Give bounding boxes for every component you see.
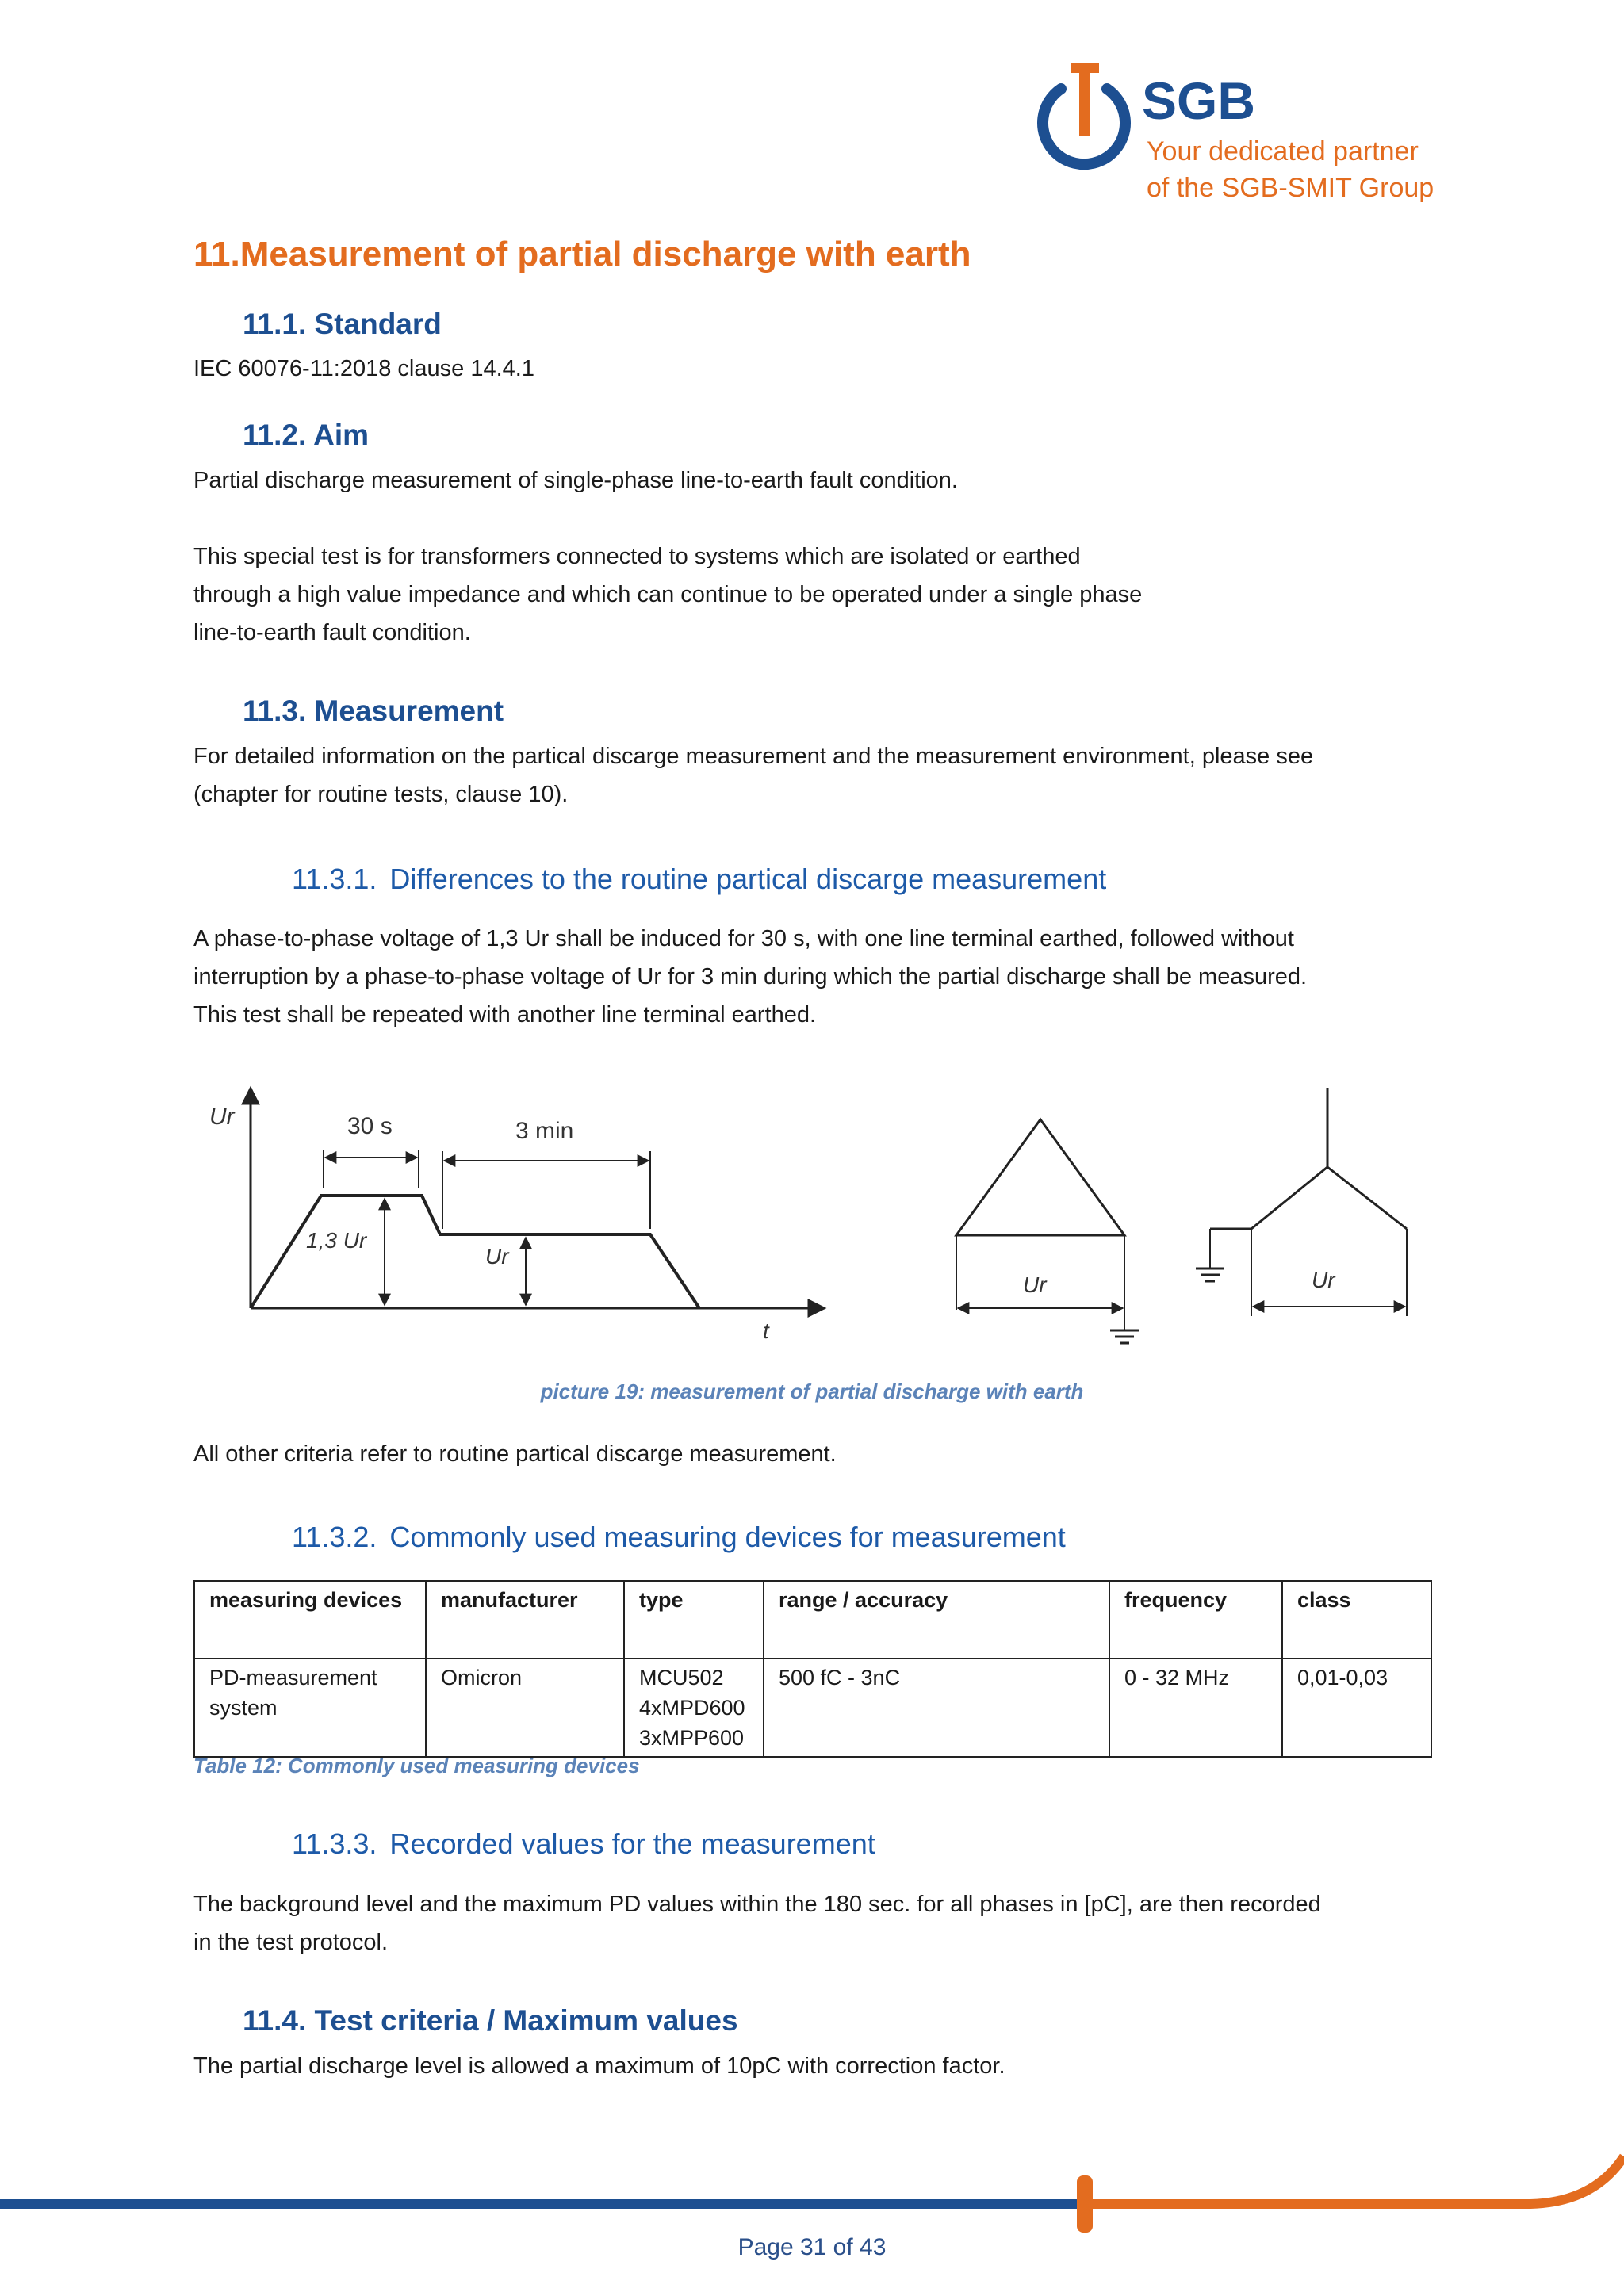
recorded-heading bbox=[292, 1827, 875, 1861]
measurement-line-2: (chapter for routine tests, clause 10). bbox=[193, 782, 569, 807]
recorded-line-2: in the test protocol. bbox=[193, 1930, 389, 1955]
differences-line-1: A phase-to-phase voltage of 1,3 Ur shall be induced for 30 s, with one line terminal earthed, followed without bbox=[193, 926, 1294, 951]
devices-heading bbox=[292, 1521, 1066, 1554]
label-3min: 3 min bbox=[515, 1118, 574, 1144]
table-header: type bbox=[624, 1581, 764, 1659]
section-title: 11.Measurement of partial discharge with earth bbox=[193, 235, 971, 274]
table-caption: Table 12: Commonly used measuring devices bbox=[193, 1754, 640, 1777]
devices-table bbox=[193, 1580, 1432, 1758]
table-cell: 0,01-0,03 bbox=[1282, 1659, 1431, 1757]
criteria-text: The partial discharge level is allowed a maximum of 10pC with correction factor. bbox=[193, 2053, 1005, 2079]
devices-title: Commonly used measuring devices for measurement bbox=[389, 1521, 1066, 1553]
recorded-line-1: The background level and the maximum PD values within the 180 sec. for all phases in [pC], are then recorded bbox=[193, 1892, 1321, 1917]
standard-text: IEC 60076-11:2018 clause 14.4.1 bbox=[193, 356, 534, 381]
table-header: frequency bbox=[1109, 1581, 1282, 1659]
label-30s: 30 s bbox=[347, 1113, 393, 1139]
table-cell: MCU502 4xMPD600 3xMPP600 bbox=[624, 1659, 764, 1757]
recorded-title: Recorded values for the measurement bbox=[389, 1827, 875, 1860]
aim-line-4: line-to-earth fault condition. bbox=[193, 620, 471, 645]
standard-heading: 11.1. Standard bbox=[243, 308, 442, 340]
criteria-heading: 11.4. Test criteria / Maximum values bbox=[243, 2004, 738, 2037]
pd-test-diagram bbox=[198, 1078, 1435, 1364]
table-header: measuring devices bbox=[194, 1581, 426, 1659]
table-header: manufacturer bbox=[426, 1581, 624, 1659]
table-cell: Omicron bbox=[426, 1659, 624, 1757]
logo-brand: SGB bbox=[1142, 71, 1256, 130]
logo-tagline-1: Your dedicated partner bbox=[1147, 136, 1419, 166]
delta-connection-diagram bbox=[956, 1119, 1139, 1343]
earth-symbol bbox=[1110, 1330, 1139, 1343]
aim-heading: 11.2. Aim bbox=[243, 419, 370, 451]
voltage-time-graph bbox=[209, 1088, 825, 1343]
table-cell: PD-measurement system bbox=[194, 1659, 426, 1757]
devices-num: 11.3.2. bbox=[292, 1521, 377, 1553]
logo-tagline-2: of the SGB-SMIT Group bbox=[1147, 173, 1434, 203]
x-axis-label: t bbox=[763, 1318, 769, 1343]
differences-line-3: This test shall be repeated with another line terminal earthed. bbox=[193, 1002, 817, 1027]
table-header-row bbox=[194, 1581, 1431, 1659]
differences-num: 11.3.1. bbox=[292, 863, 377, 895]
recorded-num: 11.3.3. bbox=[292, 1827, 377, 1860]
differences-heading bbox=[292, 863, 1106, 896]
measurement-line-1: For detailed information on the partical discarge measurement and the measurement environment, please see bbox=[193, 744, 1314, 769]
differences-title: Differences to the routine partical discarge measurement bbox=[389, 863, 1107, 895]
label-ur-star: Ur bbox=[1312, 1268, 1335, 1292]
table-header: range / accuracy bbox=[764, 1581, 1109, 1659]
figure-caption: picture 19: measurement of partial discharge with earth bbox=[540, 1380, 1084, 1403]
differences-line-2: interruption by a phase-to-phase voltage of Ur for 3 min during which the partial discharge shall be measured. bbox=[193, 964, 1308, 989]
table-header: class bbox=[1282, 1581, 1431, 1659]
table-cell: 500 fC - 3nC bbox=[764, 1659, 1109, 1757]
measurement-heading: 11.3. Measurement bbox=[243, 695, 504, 727]
after-figure-text: All other criteria refer to routine partical discarge measurement. bbox=[193, 1441, 837, 1467]
label-ur-delta: Ur bbox=[1023, 1272, 1047, 1297]
page-number: Page 31 of 43 bbox=[737, 2234, 887, 2260]
star-connection-diagram bbox=[1196, 1088, 1407, 1316]
table-cell: 0 - 32 MHz bbox=[1109, 1659, 1282, 1757]
earth-symbol bbox=[1196, 1269, 1224, 1281]
label-1-3ur: 1,3 Ur bbox=[306, 1228, 367, 1253]
sgb-logo bbox=[1031, 57, 1434, 216]
label-ur: Ur bbox=[485, 1244, 509, 1269]
y-axis-label: Ur bbox=[209, 1104, 235, 1130]
aim-line-2: This special test is for transformers connected to systems which are isolated or earthed bbox=[193, 544, 1081, 569]
aim-line-1: Partial discharge measurement of single-phase line-to-earth fault condition. bbox=[193, 468, 958, 493]
footer-bar bbox=[0, 2164, 1624, 2236]
aim-line-3: through a high value impedance and which can continue to be operated under a single phase bbox=[193, 582, 1143, 607]
table-row bbox=[194, 1659, 1431, 1757]
